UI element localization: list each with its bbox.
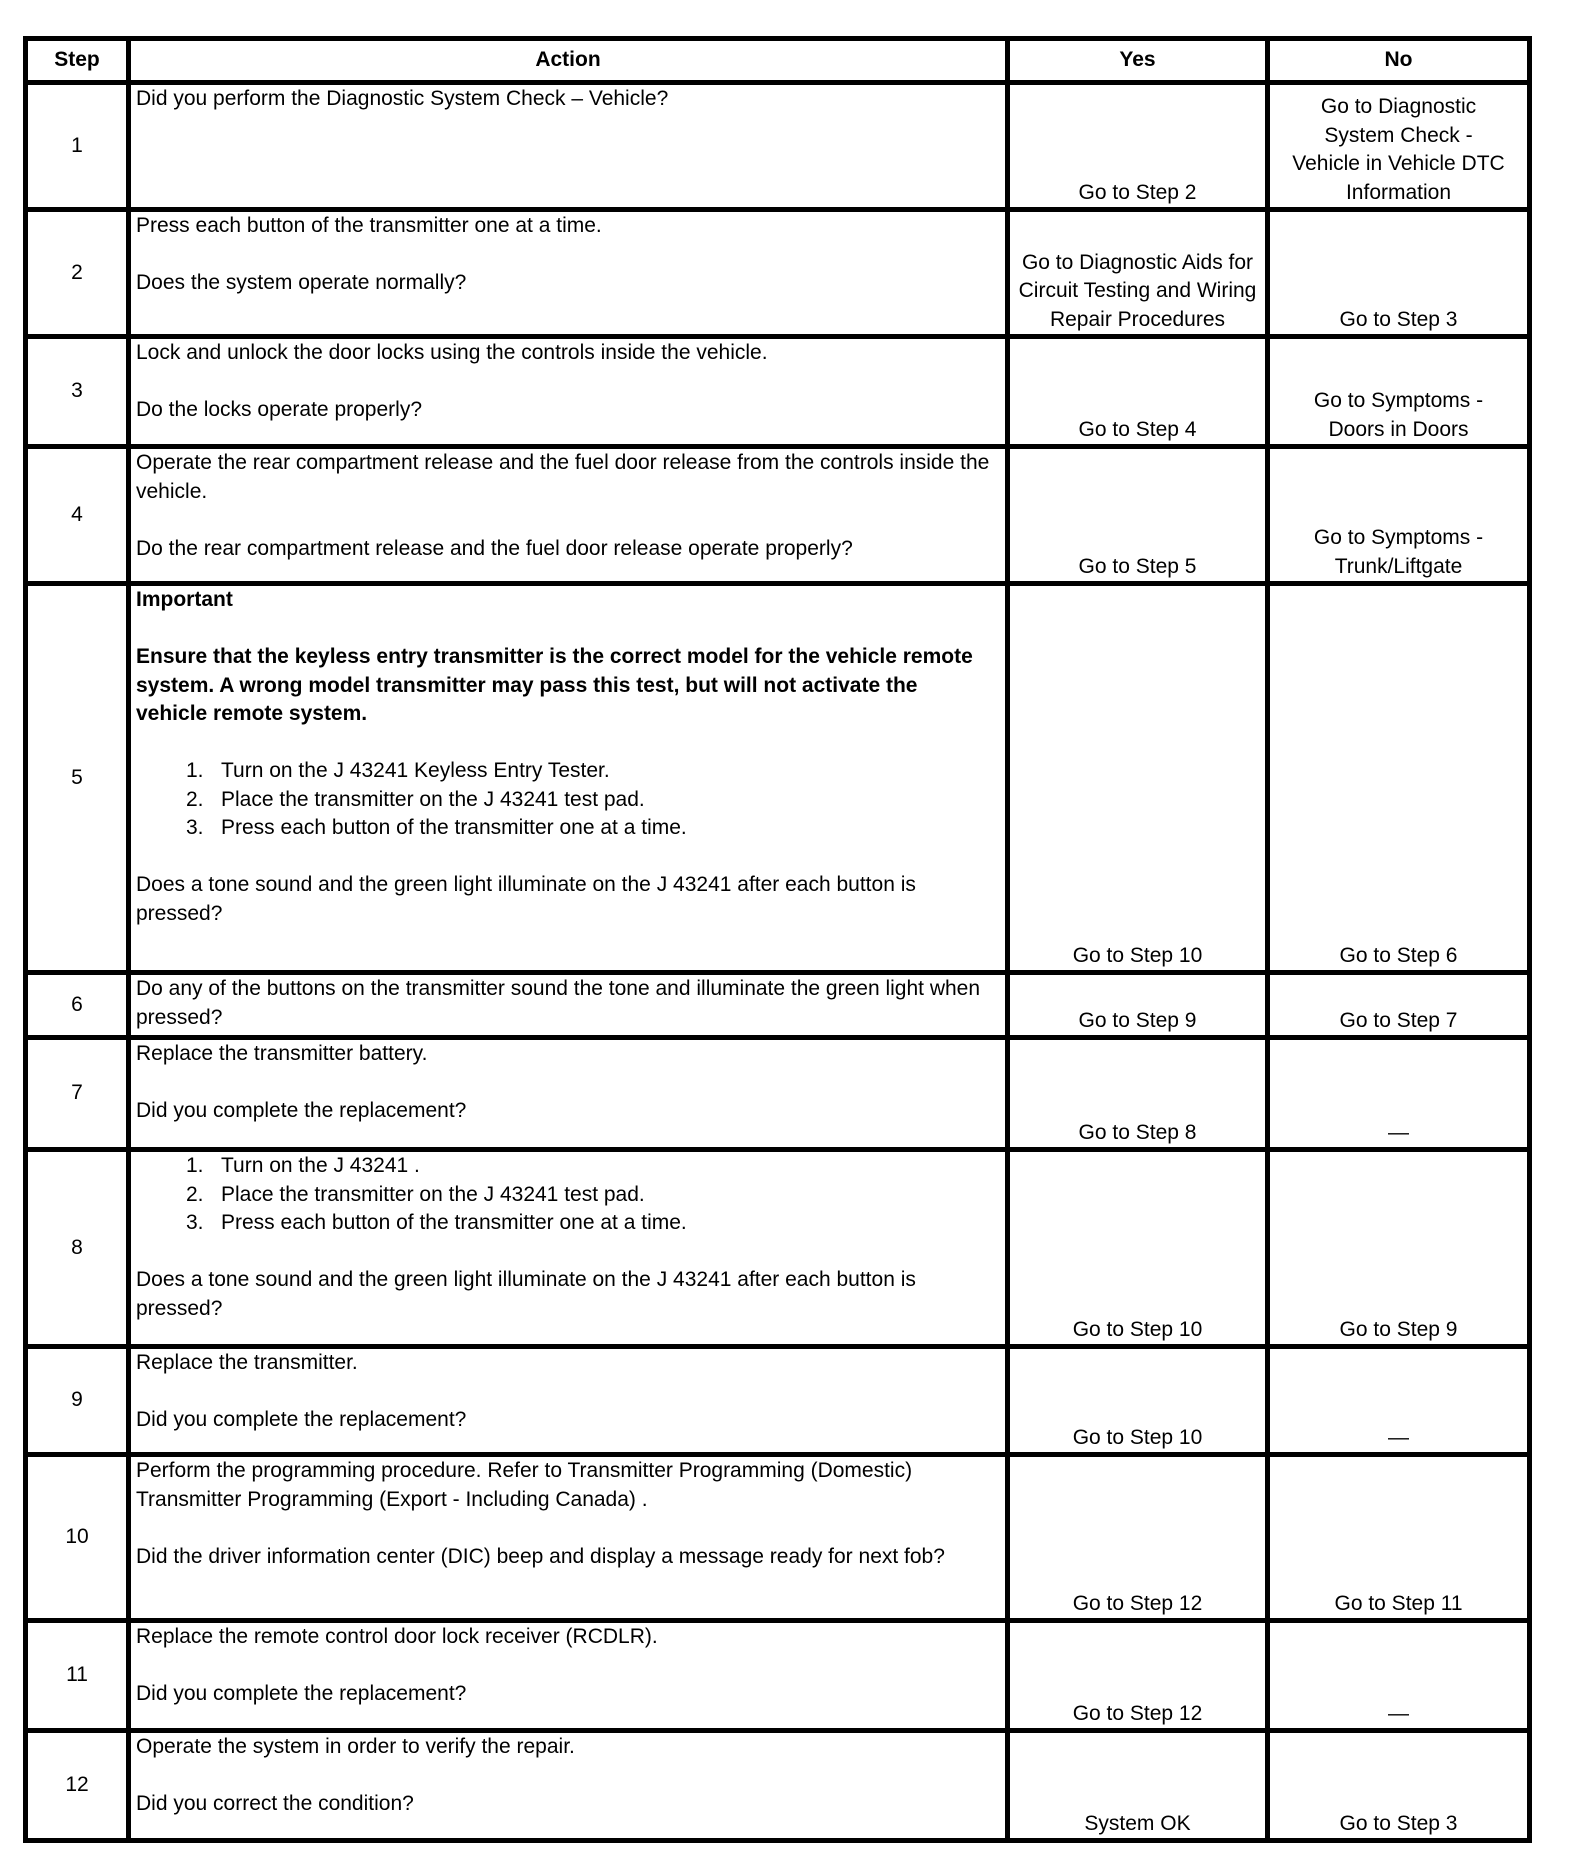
procedure-step: 1. Turn on the J 43241 Keyless Entry Tester. (186, 759, 610, 782)
no-cell: — (1268, 1347, 1530, 1455)
action-text: Press each button of the transmitter one at a time. (136, 214, 602, 237)
yes-cell: System OK (1008, 1731, 1268, 1841)
no-cell: — (1268, 1038, 1530, 1150)
action-cell (129, 1621, 1008, 1731)
no-cell: Go to Step 11 (1268, 1455, 1530, 1621)
action-text: Replace the transmitter. (136, 1351, 358, 1374)
step-number: 6 (26, 973, 129, 1038)
yes-cell: Go to Step 2 (1008, 83, 1268, 210)
step-number: 11 (26, 1621, 129, 1731)
table-row (26, 1150, 1530, 1347)
action-cell (129, 1150, 1008, 1347)
procedure-step: 3. Press each button of the transmitter one at a time. (186, 1211, 687, 1234)
action-text: Lock and unlock the door locks using the controls inside the vehicle. (136, 341, 768, 364)
action-question: Do the rear compartment release and the fuel door release operate properly? (136, 536, 853, 560)
table-row (26, 584, 1530, 973)
step-number: 9 (26, 1347, 129, 1455)
procedure-step: 2. Place the transmitter on the J 43241 test pad. (186, 787, 645, 811)
step-number: 2 (26, 210, 129, 337)
step-number: 4 (26, 447, 129, 584)
table-row (26, 210, 1530, 337)
yes-cell: Go to Diagnostic Aids for Circuit Testing and Wiring Repair Procedures (1008, 210, 1268, 337)
action-cell (129, 337, 1008, 447)
column-header-no: No (1268, 39, 1530, 83)
step-number: 8 (26, 1150, 129, 1347)
action-cell (129, 83, 1008, 210)
action-cell (129, 447, 1008, 584)
action-question: Did you complete the replacement? (136, 1099, 467, 1122)
table-row (26, 1038, 1530, 1150)
yes-cell: Go to Step 10 (1008, 1150, 1268, 1347)
action-question: Did you complete the replacement? (136, 1408, 467, 1431)
important-label: Important (136, 588, 233, 611)
procedure-step: 3. Press each button of the transmitter one at a time. (186, 816, 687, 839)
action-question: Did the driver information center (DIC) beep and display a message ready for next fob? (136, 1544, 945, 1568)
no-cell: Go to Symptoms - Doors in Doors (1268, 337, 1530, 447)
step-number: 12 (26, 1731, 129, 1841)
table-row (26, 1347, 1530, 1455)
procedure-step: 1. Turn on the J 43241 . (186, 1154, 420, 1177)
yes-cell: Go to Step 12 (1008, 1621, 1268, 1731)
column-header-step: Step (26, 39, 129, 83)
no-cell: Go to Symptoms - Trunk/Liftgate (1268, 447, 1530, 584)
yes-cell: Go to Step 9 (1008, 973, 1268, 1038)
action-cell (129, 1038, 1008, 1150)
action-cell (129, 1731, 1008, 1841)
yes-cell: Go to Step 8 (1008, 1038, 1268, 1150)
step-number: 3 (26, 337, 129, 447)
table-row (26, 973, 1530, 1038)
step-number: 5 (26, 584, 129, 973)
action-cell (129, 1347, 1008, 1455)
procedure-list (136, 1152, 1000, 1238)
table-row (26, 1455, 1530, 1621)
no-cell: Go to Step 9 (1268, 1150, 1530, 1347)
yes-cell: Go to Step 10 (1008, 1347, 1268, 1455)
diagnostic-table (23, 36, 1532, 1843)
no-cell: Go to Diagnostic System Check - Vehicle in Vehicle DTC Information (1268, 83, 1530, 210)
action-text: Operate the system in order to verify the repair. (136, 1735, 575, 1758)
action-question: Does a tone sound and the green light illuminate on the J 43241 after each button is pressed? (136, 1268, 916, 1320)
action-cell (129, 210, 1008, 337)
no-cell: — (1268, 1621, 1530, 1731)
yes-cell: Go to Step 5 (1008, 447, 1268, 584)
table-row (26, 337, 1530, 447)
action-question: Did you correct the condition? (136, 1792, 414, 1815)
action-text: Perform the programming procedure. Refer to Transmitter Programming (Domestic) Transmitter Programming (Export - Including Canada) . (136, 1459, 913, 1511)
no-cell: Go to Step 3 (1268, 1731, 1530, 1841)
table-row (26, 1621, 1530, 1731)
action-question: Do any of the buttons on the transmitter sound the tone and illuminate the green light when pressed? (136, 977, 981, 1029)
procedure-step: 2. Place the transmitter on the J 43241 test pad. (186, 1182, 645, 1206)
procedure-list (136, 757, 1000, 843)
step-number: 1 (26, 83, 129, 210)
step-number: 7 (26, 1038, 129, 1150)
action-question: Do the locks operate properly? (136, 398, 422, 421)
column-header-action: Action (129, 39, 1008, 83)
no-cell: Go to Step 7 (1268, 973, 1530, 1038)
yes-cell: Go to Step 4 (1008, 337, 1268, 447)
action-question: Does the system operate normally? (136, 271, 467, 294)
important-notice: Ensure that the keyless entry transmitter is the correct model for the vehicle remote system. A wrong model transmitter may pass this test, but will not activate the vehicle remote system. (136, 645, 973, 725)
action-text: Replace the remote control door lock receiver (RCDLR). (136, 1625, 658, 1648)
column-header-yes: Yes (1008, 39, 1268, 83)
no-cell: Go to Step 6 (1268, 584, 1530, 973)
table-row (26, 1731, 1530, 1841)
action-question: Does a tone sound and the green light illuminate on the J 43241 after each button is pressed? (136, 873, 916, 925)
yes-cell: Go to Step 12 (1008, 1455, 1268, 1621)
action-cell (129, 1455, 1008, 1621)
action-text: Replace the transmitter battery. (136, 1042, 428, 1065)
action-text: Operate the rear compartment release and the fuel door release from the controls inside the vehicle. (136, 451, 990, 503)
no-cell: Go to Step 3 (1268, 210, 1530, 337)
table-row (26, 447, 1530, 584)
table-header-row (26, 39, 1530, 83)
table-row (26, 83, 1530, 210)
action-question: Did you complete the replacement? (136, 1682, 467, 1705)
step-number: 10 (26, 1455, 129, 1621)
action-cell (129, 584, 1008, 973)
action-cell (129, 973, 1008, 1038)
yes-cell: Go to Step 10 (1008, 584, 1268, 973)
action-text: Did you perform the Diagnostic System Check – Vehicle? (136, 87, 669, 110)
